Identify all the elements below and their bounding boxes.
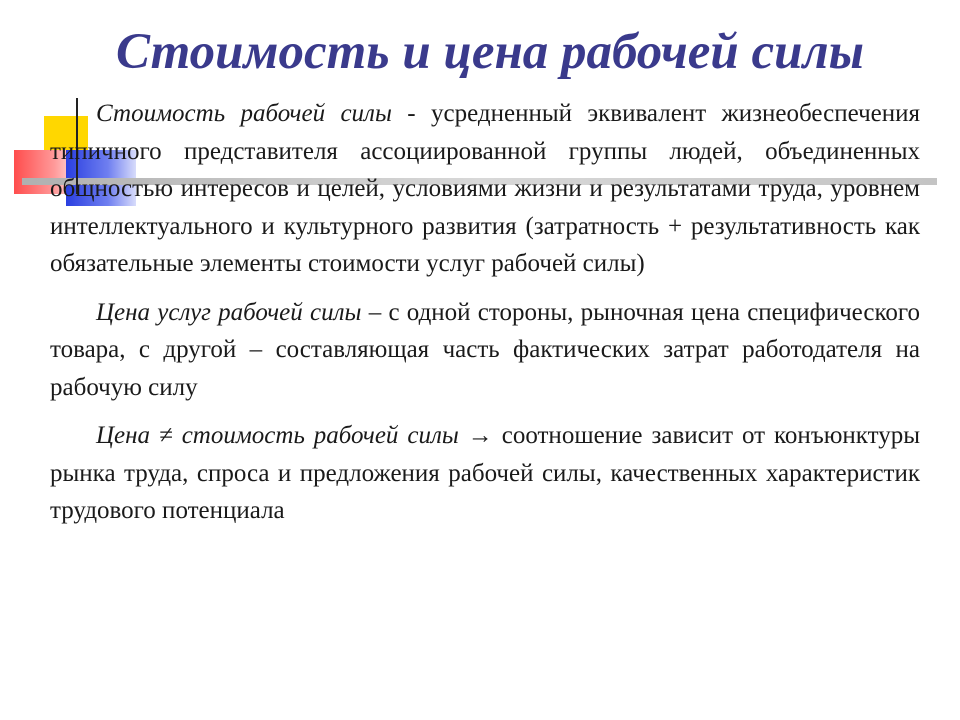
paragraph-lead: Стоимость рабочей силы [96,100,392,127]
slide-body [50,95,920,530]
paragraph-price-vs-value [50,417,920,530]
paragraph-text: – с одной стороны, рыночная цена специфического товара, с другой – составляющая часть фактических затрат работодателя на рабочую силу [50,298,920,401]
paragraph-text: соотношение зависит от конъюнктуры рынка труда, спроса и предложения рабочей силы, качественных характеристик трудового потенциала [50,422,921,524]
paragraph-labor-price [50,294,920,407]
paragraph-text: - усредненный эквивалент жизнеобеспечения типичного представителя ассоциированной группы людей, объединенных общностью интересов и целей, условиями жизни и результатами труда, уровнем интеллектуального и культурного развития (затратность + результативность как обязательные элементы стоимости услуг рабочей силы) [50,100,920,277]
slide-title: Стоимость и цена рабочей силы [115,24,865,80]
paragraph-lead: Цена услуг рабочей силы [96,298,362,326]
paragraph-labor-value [50,95,920,283]
paragraph-lead: Цена ≠ стоимость рабочей силы → [96,422,493,449]
